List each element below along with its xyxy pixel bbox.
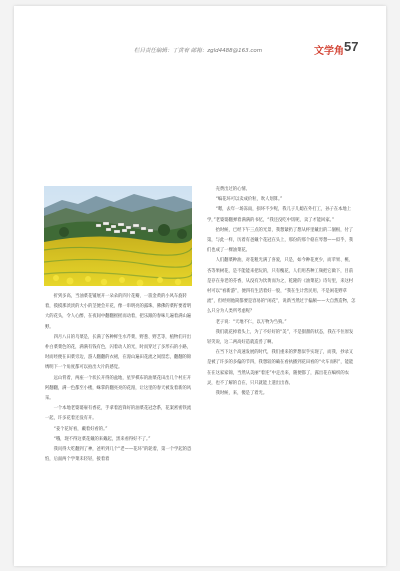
article-paragraph: 一个本地老婆婆雇有香花，手拿着泡锋好的油菜花冠念系，花案密密铁流一起，许多花着还没有开。	[45, 406, 192, 422]
article-column-left	[45, 292, 192, 465]
article-paragraph: 抬时候，已经下午三点的光景，我想紧扔了想从杯里戴出的二個根，付了第，与此一样，历着有爸戴个花冠在头上，那份的那个稳在琴想——似乎，我们也成了一棵油菜花。	[207, 227, 354, 254]
article-paragraph: “姜个花好看，戴着好看的。”	[53, 426, 108, 432]
article-paragraph: “编花环可以卖成价粒，吹人划算。”	[215, 197, 283, 203]
magazine-page	[14, 6, 386, 566]
article-paragraph: 我们就花掉着头上，为了不好好的“美”，不是甜甜的状态，我在不住原发轻笑说，这二两高好造就造兽了啊。	[207, 329, 354, 346]
section-title: 文学角	[314, 46, 344, 57]
article-paragraph: “嗯，去年一场冻雨，损坏不少呢，我儿子儿媳在外打工，孙子在本地上学，”老婆婆翻弹着满满的书忆，“我还没吃中饭呢，卖了才能回家。”	[207, 207, 352, 223]
article-paragraph: 折到多高，当油菜花铺展开一朵朵的四片花瓣，一簇金黄的小风车旋转着，摸摸那淡淡的大小的茎便会开花，像一串明亮的露珠，佛佛的菜籽要着明大的花头，令人心醉，在夜间中翻翻摇摇而动着，把乐跟的春味儿遍着满山遍野。	[45, 294, 192, 330]
page-header	[14, 6, 386, 76]
rape-flower-village-photo	[44, 186, 192, 286]
article-paragraph: 我问得大吃翻到了神，爸听到几个“老——花环”的轮着，第一个学起的恐怕，后面两个学菜未轻轻，接着着	[45, 447, 192, 463]
article-paragraph: 人们翻菜种油，对花粗光满了喜爱，只是，如今种花更少，而苹果、桃、杏等果树花，是不能能来把玩的，只有槐花，人们用苔种工频把它做下，目前是存在身老的芬香，从没有为饮黄而为之，乾隆的《油菜花》诗句里，来这村村可以“看新游”，便四有生活着好一股，“我在生计营民用，不是闲花野草流”，但经则他简都要是容易的“闲花”，说新当然过于偏颇——大自然造物，怎么只分为人类所考虑呢？	[207, 258, 356, 315]
article-paragraph: 我时候，来，傻是了着光。	[215, 391, 268, 397]
article-paragraph: 四月八日的乌菜是，长满了各种鲜生水芹菜，野葱、野艺等，植物们开出朴白菜菜色的花，满满有钱有色，闪着动人的光，时而穿过了多形石的小路，时而经便在田菜旁边，游人翻翻的衣裙，在漫山遍田花流之间留恋，翻翻的锦绣明下一个角度都可以拍出大片的感觉。	[45, 334, 192, 371]
editor-credit: 栏目责任编辑：丁黄宥 邮箱：zgld4488@163.com	[134, 48, 263, 54]
page-number: 57	[344, 39, 359, 54]
article-paragraph: “哦，现不得这菜花戴的来戴起，黑来看得好不了。”	[53, 436, 151, 442]
article-column-right	[207, 185, 357, 399]
article-paragraph: 远山背着，两座一个状长开得的盆地，星罗棋布的油菜花田出几个村庄开阿翻翻，满一色都至小楼，蛛掌的翻亮亮的花漫，让这里的春天被发着新的风采。	[45, 375, 192, 402]
article-paragraph: 在当下这个高速发展的时代，我们重来的梦想似乎实现了，而我，抄录又是被了许多的多偏的节四，我想较的确在看执播到花田看的“火车而积”，能能在在这家家锦，当然从美丽“着连”中走出来，随便都了，露出花在编织的农灵，也不了解的自在，只只就能上遗出出春。	[207, 350, 354, 386]
article-paragraph: 老子说：“天地不仁，以万物为刍狗。”	[215, 319, 287, 325]
article-paragraph: 壳费出过的心情。	[215, 187, 250, 192]
